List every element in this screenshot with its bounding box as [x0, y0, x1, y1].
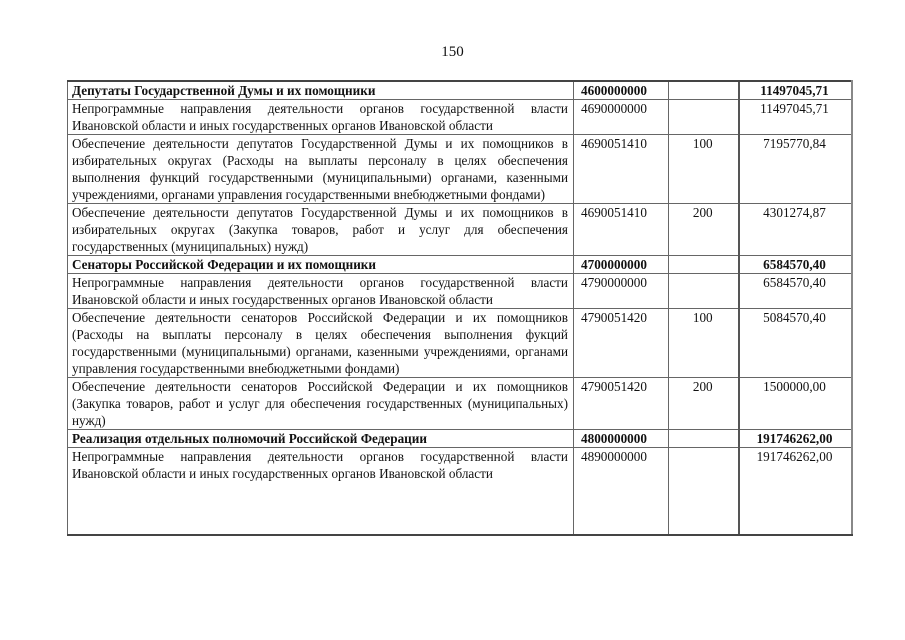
row-expense-type-cell: 200: [669, 378, 739, 430]
page-number: 150: [441, 44, 464, 60]
table-row: [68, 135, 852, 204]
row-name-cell: Обеспечение деятельности сенаторов Российской Федерации и их помощников (Закупка товаров, работ и услуг для обеспечения государственных (муниципальных) нужд): [68, 378, 574, 430]
row-sum-cell: 191746262,00: [739, 448, 852, 536]
row-expense-type-cell: 100: [669, 135, 739, 204]
row-code-cell: 4800000000: [574, 430, 669, 448]
row-sum-cell: 1500000,00: [739, 378, 852, 430]
row-sum-cell: 5084570,40: [739, 309, 852, 378]
row-code-cell: 4790000000: [574, 274, 669, 309]
row-sum-cell: 11497045,71: [739, 100, 852, 135]
row-code-cell: 4690051410: [574, 204, 669, 256]
row-name-cell: Обеспечение деятельности депутатов Государственной Думы и их помощников в избирательных округах (Расходы на выплаты персоналу в целях обеспечения выполнения функций государственными (муниципальными) органами, казенными учреждениями, органами управления государственными внебюджетными фондами): [68, 135, 574, 204]
row-expense-type-cell: [669, 256, 739, 274]
row-sum-cell: 191746262,00: [739, 430, 852, 448]
row-name-cell: Непрограммные направления деятельности органов государственной власти Ивановской области и иных государственных органов Ивановской области: [68, 274, 574, 309]
row-code-cell: 4690051410: [574, 135, 669, 204]
row-expense-type-cell: [669, 430, 739, 448]
row-code-cell: 4790051420: [574, 309, 669, 378]
row-code-cell: 4690000000: [574, 100, 669, 135]
table-section-row: [68, 430, 852, 448]
row-sum-cell: 7195770,84: [739, 135, 852, 204]
row-name-cell: Обеспечение деятельности сенаторов Российской Федерации и их помощников (Расходы на выплаты персоналу в целях обеспечения выполнения фукций государственными (муниципальными) органами, казенными учреждениями, органами управления государственными внебюджетными фондами): [68, 309, 574, 378]
row-name-cell: Депутаты Государственной Думы и их помощники: [68, 81, 574, 100]
budget-table: [67, 80, 853, 536]
row-code-cell: 4700000000: [574, 256, 669, 274]
row-expense-type-cell: 100: [669, 309, 739, 378]
row-name-cell: Реализация отдельных полномочий Российской Федерации: [68, 430, 574, 448]
table-section-row: [68, 81, 852, 100]
row-code-cell: 4890000000: [574, 448, 669, 536]
row-name-cell: Непрограммные направления деятельности органов государственной власти Ивановской области и иных государственных органов Ивановской области: [68, 448, 574, 536]
table-row: [68, 309, 852, 378]
table-row: [68, 448, 852, 536]
row-sum-cell: 6584570,40: [739, 274, 852, 309]
table-row: [68, 274, 852, 309]
row-sum-cell: 11497045,71: [739, 81, 852, 100]
row-code-cell: 4790051420: [574, 378, 669, 430]
table-row: [68, 204, 852, 256]
row-expense-type-cell: [669, 100, 739, 135]
row-name-cell: Непрограммные направления деятельности органов государственной власти Ивановской области и иных государственных органов Ивановской области: [68, 100, 574, 135]
row-expense-type-cell: [669, 274, 739, 309]
row-name-cell: Обеспечение деятельности депутатов Государственной Думы и их помощников в избирательных округах (Закупка товаров, работ и услуг для обеспечения государственных (муниципальных) нужд): [68, 204, 574, 256]
row-expense-type-cell: 200: [669, 204, 739, 256]
row-code-cell: 4600000000: [574, 81, 669, 100]
row-sum-cell: 6584570,40: [739, 256, 852, 274]
table-row: [68, 378, 852, 430]
row-name-cell: Сенаторы Российской Федерации и их помощники: [68, 256, 574, 274]
table-row: [68, 100, 852, 135]
table-section-row: [68, 256, 852, 274]
row-expense-type-cell: [669, 81, 739, 100]
row-sum-cell: 4301274,87: [739, 204, 852, 256]
row-expense-type-cell: [669, 448, 739, 536]
